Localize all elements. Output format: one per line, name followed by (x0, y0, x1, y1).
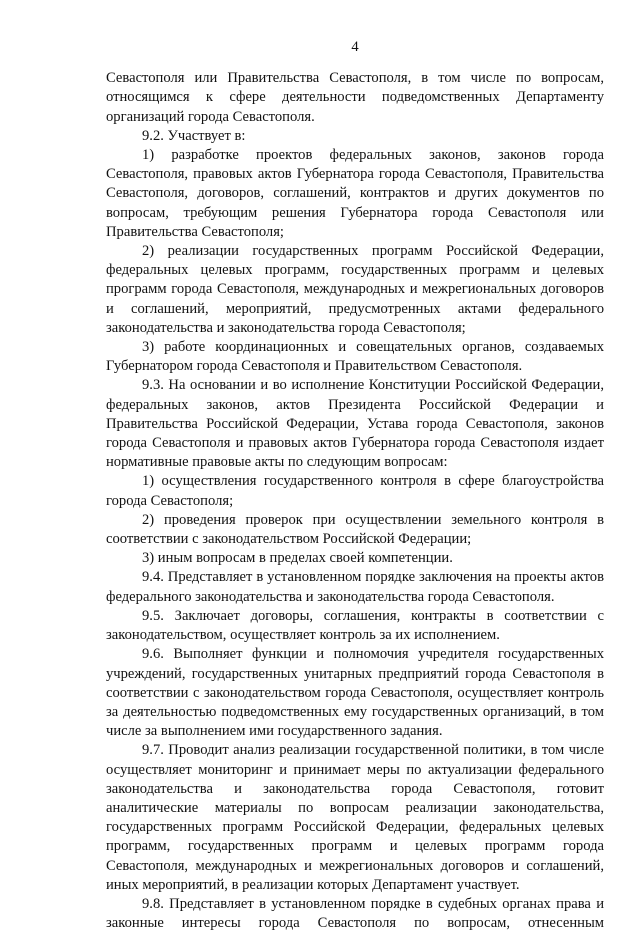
paragraph: Севастополя или Правительства Севастополя, в том числе по вопросам, относящимся к сфере деятельности подведомственных Департаменту организаций города Севастополя. (106, 70, 604, 125)
paragraph: 9.8. Представляет в установленном порядке в судебных органах права и законные интересы города Севастополя по вопросам, отнесенным (106, 895, 604, 932)
paragraph: 3) работе координационных и совещательных органов, создаваемых Губернатором города Севастополя и Правительством Севастополя. (106, 339, 604, 375)
paragraph: 1) осуществления государственного контроля в сфере благоустройства города Севастополя; (106, 473, 604, 509)
paragraph: 9.7. Проводит анализ реализации государственной политики, в том числе осуществляет мониторинг и принимает меры по актуализации федерального законодательства и законодательства города Севастополя, готовит аналитические материалы по вопросам реализации законодательства, государственных программ Российской Федерации, федеральных целевых программ, государственных программ и целевых программ города Севастополя, международных и межрегиональных договоров и соглашений, иных мероприятий, в реализации которых Департамент участвует. (106, 742, 604, 893)
document-body (106, 69, 604, 933)
paragraph: 2) реализации государственных программ Российской Федерации, федеральных целевых программ, государственных программ и целевых программ города Севастополя, международных и межрегиональных договоров и соглашений, мероприятий, предусмотренных актами федерального законодательства и законодательства города Севастополя; (106, 243, 604, 336)
paragraph: 9.2. Участвует в: (142, 127, 246, 144)
paragraph: 9.6. Выполняет функции и полномочия учредителя государственных учреждений, государственных унитарных предприятий города Севастополя в соответствии с законодательством города Севастополя, осуществляет контроль за деятельностью подведомственных ему государственных организаций, в том числе за выполнением ими государственного задания. (106, 646, 604, 740)
paragraph: 3) иным вопросам в пределах своей компетенции. (142, 550, 453, 567)
paragraph: 1) разработке проектов федеральных законов, законов города Севастополя, правовых актов Губернатора города Севастополя, Правительства Севастополя, договоров, соглашений, контрактов и других документов по вопросам, требующим решения Губернатора города Севастополя или Правительства Севастополя; (106, 147, 604, 240)
paragraph: 9.4. Представляет в установленном порядке заключения на проекты актов федерального законодательства и законодательства города Севастополя. (106, 569, 604, 605)
paragraph: 9.3. На основании и во исполнение Конституции Российской Федерации, федеральных законов, актов Президента Российской Федерации и Правительства Российской Федерации, Устава города Севастополя, законов города Севастополя и правовых актов Губернатора города Севастополя издает нормативные правовые акты по следующим вопросам: (106, 377, 604, 471)
page-number: 4 (351, 39, 359, 55)
paragraph: 9.5. Заключает договоры, соглашения, контракты в соответствии с законодательством, осуществляет контроль за их исполнением. (106, 607, 604, 644)
paragraph: 2) проведения проверок при осуществлении земельного контроля в соответствии с законодательством Российской Федерации; (106, 511, 604, 548)
